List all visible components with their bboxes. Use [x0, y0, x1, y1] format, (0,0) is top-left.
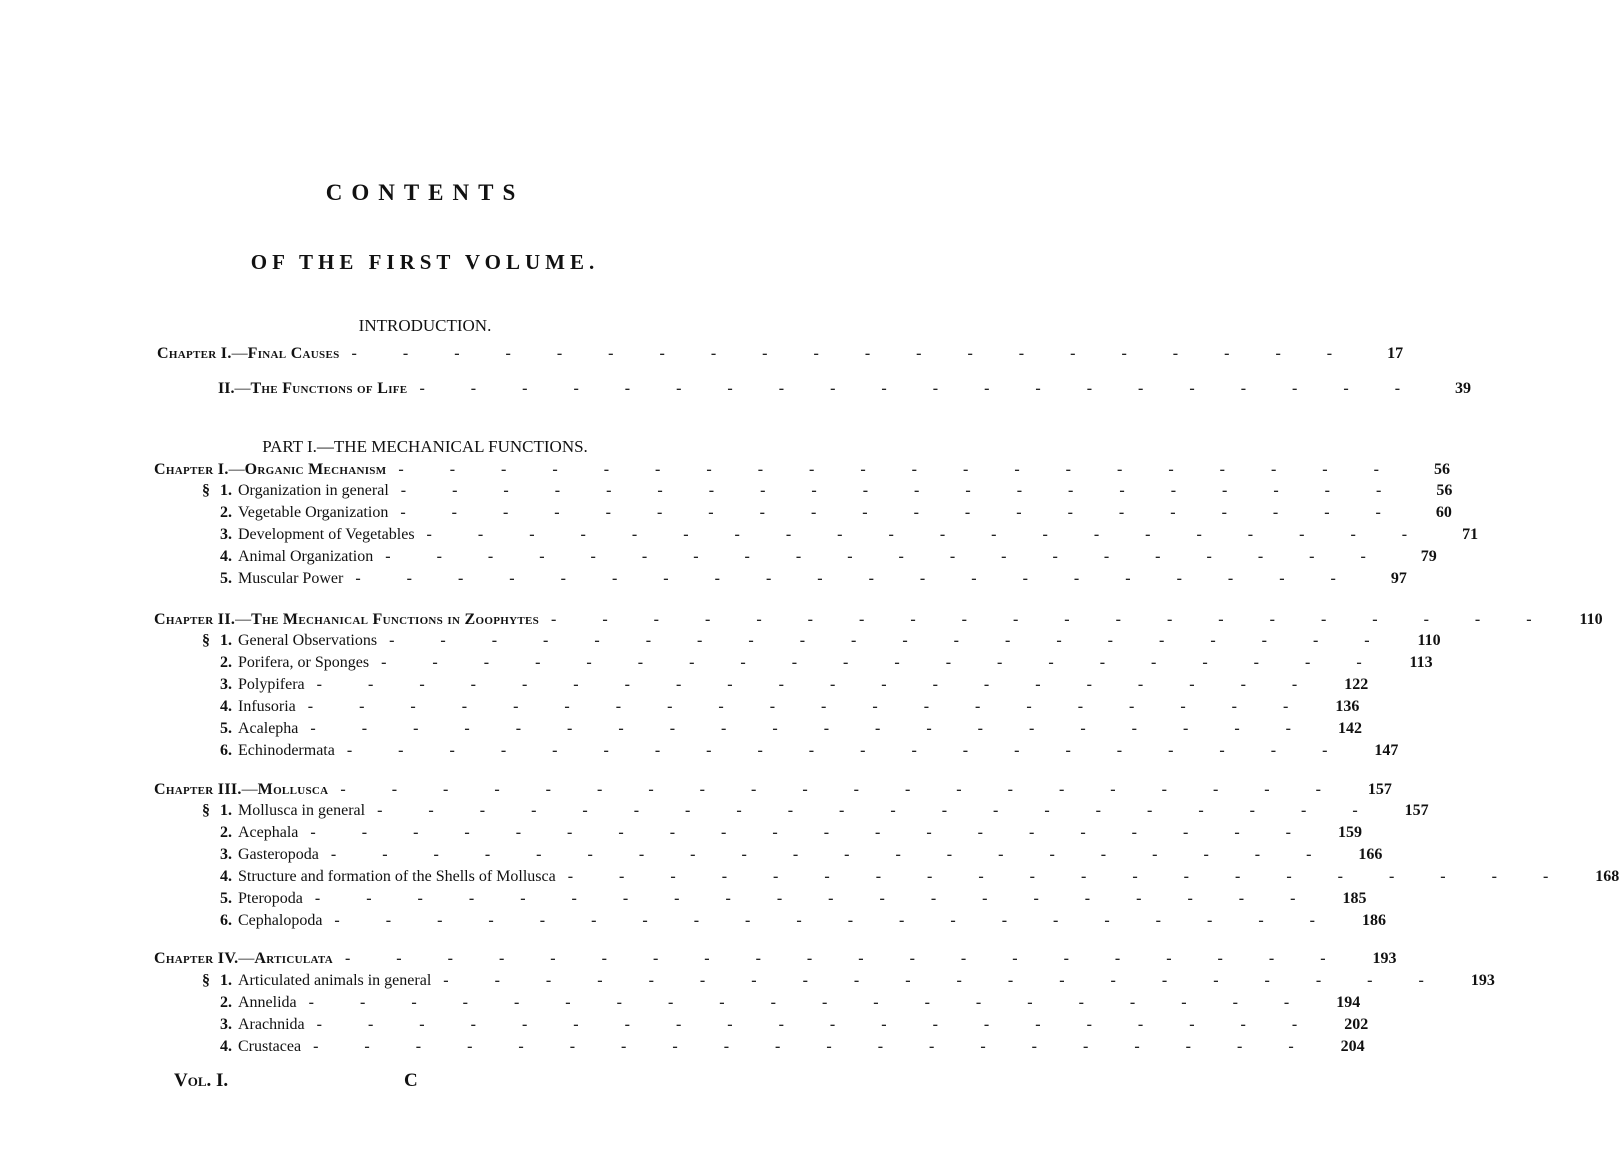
entry-label — [202, 524, 415, 546]
chapter-label: Chapter IV. — [154, 950, 239, 967]
section-title: Cephalopoda — [238, 912, 323, 929]
section-title: Arachnida — [238, 1016, 305, 1033]
dot-leader: - - - - - - - - - - - - - - - - - - - - — [377, 802, 1379, 819]
section-number: 1. — [220, 972, 232, 989]
section-number: 2. — [220, 504, 232, 521]
toc-entry — [202, 674, 1369, 696]
volume-label — [174, 1070, 228, 1092]
toc-entry — [154, 779, 1392, 801]
dot-leader: - - - - - - - - - - - - - - - - - - - - — [400, 504, 1402, 521]
entry-label — [202, 1036, 301, 1058]
section-title: Porifera, or Sponges — [238, 654, 370, 671]
contents-title: CONTENTS — [325, 180, 525, 205]
section-symbol: § — [202, 632, 210, 649]
dot-leader: - - - - - - - - - - - - - - - - - - - - — [355, 570, 1357, 587]
introduction-heading: INTRODUCTION. — [358, 316, 492, 335]
section-title: Crustacea — [238, 1038, 302, 1055]
dot-leader: - - - - - - - - - - - - - - - - - - - - — [381, 654, 1383, 671]
section-symbol: § — [202, 482, 210, 499]
section-title: Muscular Power — [238, 570, 344, 587]
entry-label — [202, 888, 303, 910]
dot-leader: - - - - - - - - - - - - - - - - - - - - — [551, 611, 1553, 628]
entry-label: Chapter III.—Mollusca — [154, 781, 329, 798]
section-title: Mollusca in general — [238, 802, 366, 819]
dot-leader: - - - - - - - - - - - - - - - - - - - - — [398, 461, 1400, 478]
entry-label — [202, 800, 365, 822]
page-number: 136 — [1335, 698, 1360, 715]
section-number: 5. — [220, 570, 232, 587]
page-number: 147 — [1374, 742, 1399, 759]
entry-label — [202, 568, 343, 590]
section-number: 5. — [220, 890, 232, 907]
section-number: 4. — [220, 868, 232, 885]
dot-leader: - - - - - - - - - - - - - - - - - - - - — [316, 1016, 1319, 1033]
page-number: 17 — [1387, 345, 1404, 362]
entry-label: Chapter IV.—Articulata — [154, 950, 333, 967]
page-number: 193 — [1470, 972, 1495, 989]
toc-entry — [202, 866, 1619, 888]
section-number: 4. — [220, 548, 232, 565]
section-title: Annelida — [238, 994, 297, 1011]
entry-label: Chapter I.—Final Causes — [157, 345, 340, 362]
entry-label — [202, 502, 388, 524]
toc-entry — [157, 343, 1404, 365]
section-title: Animal Organization — [238, 548, 374, 565]
dot-leader: - - - - - - - - - - - - - - - - - - - - — [310, 824, 1312, 841]
entry-label — [202, 546, 373, 568]
entry-label — [202, 822, 298, 844]
entry-label — [202, 652, 369, 674]
section-symbol: § — [202, 802, 210, 819]
dot-leader: - - - - - - - - - - - - - - - - - - - - — [443, 972, 1445, 989]
section-number: 1. — [220, 482, 232, 499]
section-number: 6. — [220, 742, 232, 759]
dot-leader: - - - - - - - - - - - - - - - - - - - - — [307, 698, 1310, 715]
section-title: Gasteropoda — [238, 846, 319, 863]
entry-label: Chapter I.—Organic Mechanism — [154, 461, 387, 478]
page-number: 157 — [1367, 781, 1392, 798]
section-title: Acalepha — [238, 720, 299, 737]
toc-entry — [202, 822, 1362, 844]
chapter-label: Chapter I. — [157, 345, 232, 362]
page-number: 113 — [1409, 654, 1433, 671]
page-number: 186 — [1361, 912, 1386, 929]
page-number: 185 — [1342, 890, 1367, 907]
section-number: 1. — [220, 632, 232, 649]
page-number: 56 — [1433, 461, 1450, 478]
entry-label — [202, 674, 305, 696]
toc-entry — [202, 1014, 1369, 1036]
entry-label — [202, 630, 377, 652]
section-number: 3. — [220, 846, 232, 863]
section-symbol: § — [202, 972, 210, 989]
toc-entry — [202, 718, 1362, 740]
toc-entry — [202, 524, 1479, 546]
section-title: Echinodermata — [238, 742, 335, 759]
toc-entry — [202, 502, 1452, 524]
section-number: 1. — [220, 802, 232, 819]
toc-entry — [202, 910, 1386, 932]
entry-label — [202, 696, 296, 718]
chapter-title: The Mechanical Functions in Zoophytes — [251, 611, 540, 628]
dot-leader: - - - - - - - - - - - - - - - - - - - - — [567, 868, 1570, 885]
signature-mark: C — [404, 1070, 418, 1091]
toc-entry — [202, 888, 1367, 910]
toc-entry — [202, 740, 1399, 762]
section-number: 3. — [220, 1016, 232, 1033]
page-number: 194 — [1336, 994, 1361, 1011]
part-heading: PART I.—THE MECHANICAL FUNCTIONS. — [262, 437, 588, 456]
page-number: 202 — [1344, 1016, 1369, 1033]
toc-entry — [154, 609, 1603, 631]
section-number: 4. — [220, 698, 232, 715]
entry-label — [202, 844, 319, 866]
entry-label — [202, 970, 431, 992]
dot-leader: - - - - - - - - - - - - - - - - - - - - — [419, 380, 1422, 397]
section-title: Pteropoda — [238, 890, 303, 907]
dot-leader: - - - - - - - - - - - - - - - - - - - - — [340, 781, 1342, 798]
chapter-title: Organic Mechanism — [244, 461, 387, 478]
volume-subtitle: OF THE FIRST VOLUME. — [250, 250, 600, 274]
entry-label — [202, 866, 556, 888]
toc-entry — [202, 652, 1433, 674]
toc-entry — [202, 480, 1453, 502]
page-number: 168 — [1595, 868, 1619, 885]
toc-entry — [202, 546, 1437, 568]
dot-leader: - - - - - - - - - - - - - - - - - - - - — [344, 950, 1347, 967]
section-title: Articulated animals in general — [238, 972, 432, 989]
dot-leader: - - - - - - - - - - - - - - - - - - - - — [314, 890, 1317, 907]
entry-label — [202, 480, 389, 502]
chapter-label: Chapter II. — [154, 611, 236, 628]
section-title: Organization in general — [238, 482, 389, 499]
section-number: 6. — [220, 912, 232, 929]
page-number: 39 — [1455, 380, 1472, 397]
section-title: Infusoria — [238, 698, 296, 715]
dot-leader: - - - - - - - - - - - - - - - - - - - - — [400, 482, 1403, 499]
toc-entry — [202, 800, 1429, 822]
page-number: 204 — [1340, 1038, 1365, 1055]
section-title: Development of Vegetables — [238, 526, 415, 543]
dot-leader: - - - - - - - - - - - - - - - - - - - - — [308, 994, 1311, 1011]
section-number: 2. — [220, 824, 232, 841]
section-title: General Observations — [238, 632, 378, 649]
dot-leader: - - - - - - - - - - - - - - - - - - - - — [330, 846, 1333, 863]
toc-entry — [202, 568, 1407, 590]
section-title: Acephala — [238, 824, 299, 841]
section-title: Vegetable Organization — [238, 504, 389, 521]
page-number: 159 — [1337, 824, 1362, 841]
toc-entry — [202, 970, 1495, 992]
section-number: 3. — [220, 526, 232, 543]
chapter-title: Mollusca — [257, 781, 329, 798]
dot-leader: - - - - - - - - - - - - - - - - - - - - — [334, 912, 1336, 929]
toc-entry — [202, 630, 1441, 652]
chapter-title: Final Causes — [247, 345, 340, 362]
toc-entry — [202, 696, 1360, 718]
page-number: 157 — [1404, 802, 1429, 819]
section-number: 5. — [220, 720, 232, 737]
section-number: 2. — [220, 994, 232, 1011]
dot-leader: - - - - - - - - - - - - - - - - - - - - — [313, 1038, 1315, 1055]
section-number: 4. — [220, 1038, 232, 1055]
dot-leader: - - - - - - - - - - - - - - - - - - - - — [351, 345, 1354, 362]
page-number: 71 — [1462, 526, 1479, 543]
entry-label: Chapter II.—The Mechanical Functions in Zoophytes — [154, 611, 540, 628]
dot-leader: - - - - - - - - - - - - - - - - - - - - — [346, 742, 1349, 759]
dot-leader: - - - - - - - - - - - - - - - - - - - - — [426, 526, 1429, 543]
page-number: 79 — [1420, 548, 1437, 565]
page-number: 166 — [1358, 846, 1383, 863]
chapter-number: II. — [218, 380, 235, 397]
toc-entry — [154, 948, 1397, 970]
toc-entry — [202, 1036, 1365, 1058]
section-title: Polypifera — [238, 676, 305, 693]
page-number: 122 — [1344, 676, 1369, 693]
page-number: 56 — [1436, 482, 1453, 499]
toc-entry — [218, 378, 1472, 400]
entry-label — [202, 910, 322, 932]
page-number: 110 — [1579, 611, 1603, 628]
section-number: 2. — [220, 654, 232, 671]
dot-leader: - - - - - - - - - - - - - - - - - - - - — [389, 632, 1391, 649]
toc-entry — [154, 459, 1450, 481]
entry-label — [202, 1014, 305, 1036]
toc-entry — [202, 844, 1383, 866]
chapter-title: Articulata — [254, 950, 333, 967]
volume-text: Vol. I. — [174, 1070, 229, 1091]
chapter-label: Chapter III. — [154, 781, 242, 798]
section-title: Structure and formation of the Shells of Mollusca — [238, 868, 556, 885]
section-number: 3. — [220, 676, 232, 693]
dot-leader: - - - - - - - - - - - - - - - - - - - - — [316, 676, 1319, 693]
entry-label — [202, 992, 297, 1014]
page-number: 60 — [1435, 504, 1452, 521]
entry-label — [202, 740, 335, 762]
dot-leader: - - - - - - - - - - - - - - - - - - - - — [385, 548, 1387, 565]
entry-label: II.—The Functions of Life — [218, 380, 408, 397]
page-number: 142 — [1337, 720, 1362, 737]
toc-entry — [202, 992, 1361, 1014]
chapter-title: The Functions of Life — [250, 380, 408, 397]
chapter-label: Chapter I. — [154, 461, 229, 478]
dot-leader: - - - - - - - - - - - - - - - - - - - - — [310, 720, 1312, 737]
page-number: 193 — [1372, 950, 1397, 967]
entry-label — [202, 718, 298, 740]
page-number: 110 — [1417, 632, 1441, 649]
page-number: 97 — [1390, 570, 1407, 587]
